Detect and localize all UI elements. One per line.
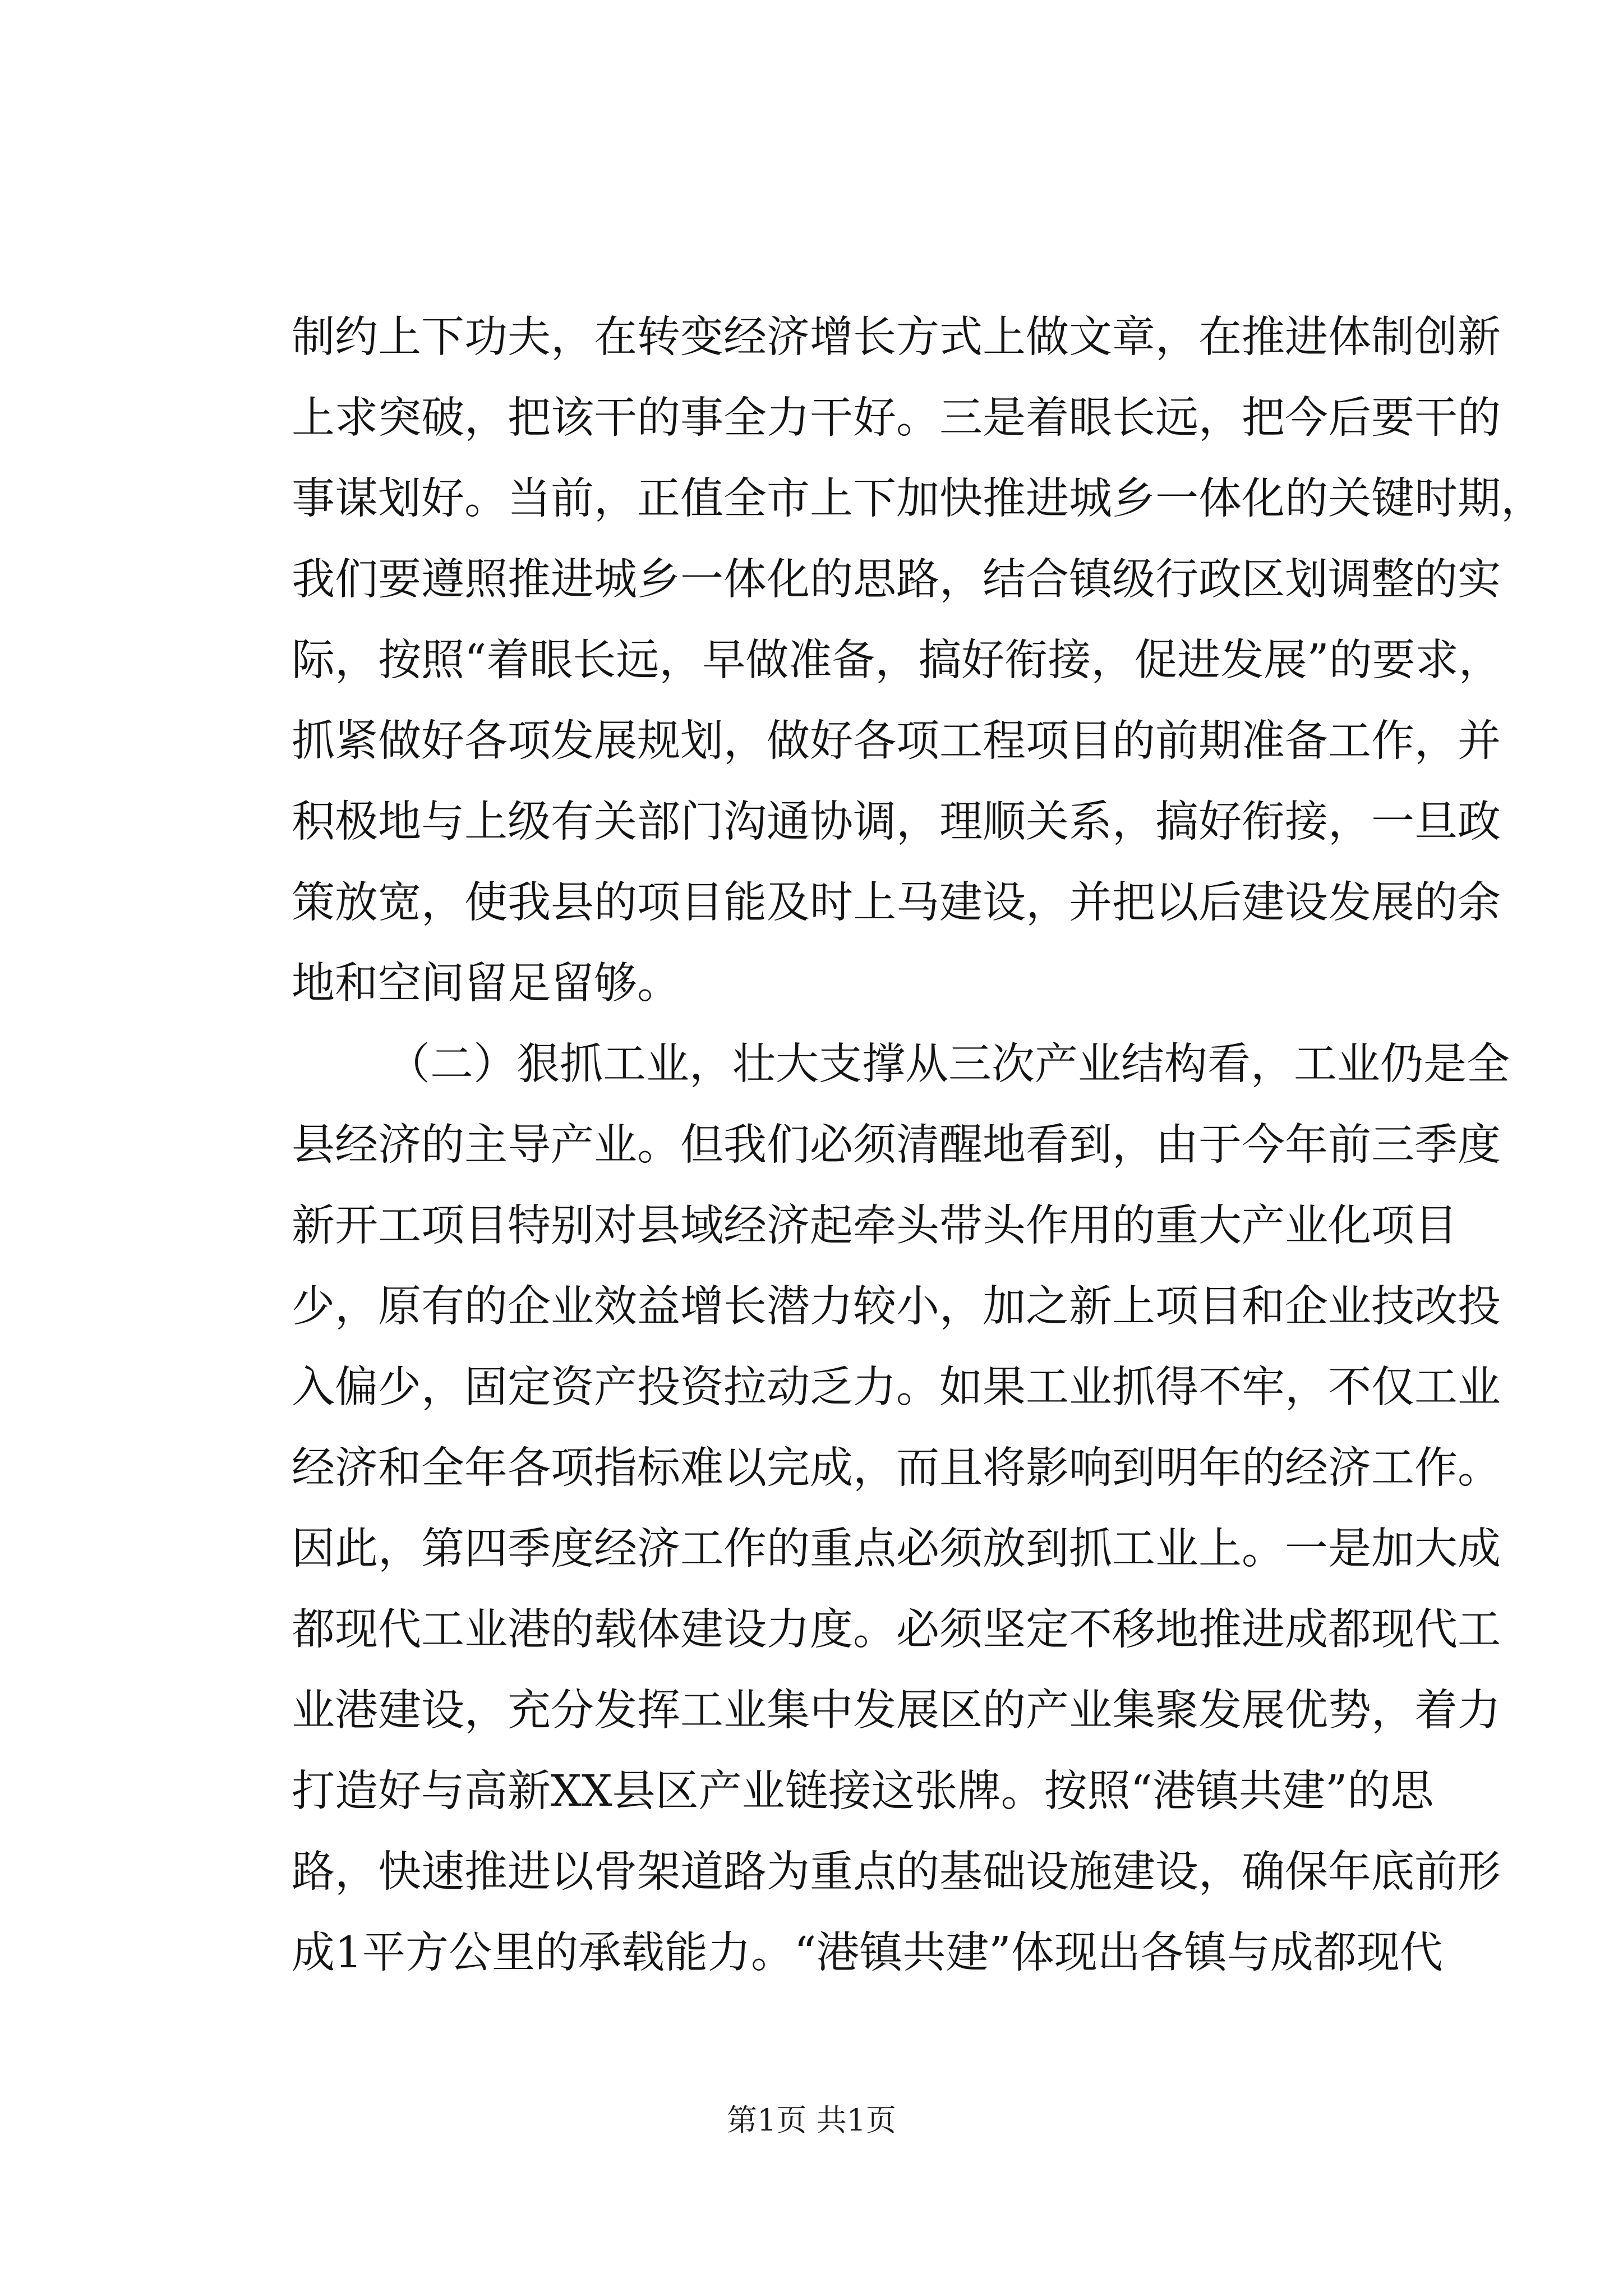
- document-body: [292, 297, 1544, 1994]
- text-line: 都现代工业港的载体建设力度。必须坚定不移地推进成都现代工: [292, 1605, 1501, 1655]
- text-line: 际，按照“着眼长远，早做准备，搞好衔接，促进发展”的要求，: [292, 636, 1502, 685]
- text-line: 因此，第四季度经济工作的重点必须放到抓工业上。一是加大成: [292, 1524, 1501, 1574]
- section-heading-line: （二）狠抓工业，壮大支撑从三次产业结构看，工业仍是全: [387, 1039, 1510, 1089]
- text-line: 抓紧做好各项发展规划，做好各项工程项目的前期准备工作，并: [292, 716, 1501, 766]
- text-line: 地和空间留足留够。: [292, 959, 680, 1009]
- text-line: 少，原有的企业效益增长潜力较小，加之新上项目和企业技改投: [292, 1282, 1501, 1332]
- text-line: 县经济的主导产业。但我们必须清醒地看到，由于今年前三季度: [292, 1120, 1501, 1170]
- text-line: 事谋划好。当前，正值全市上下加快推进城乡一体化的关键时期，: [292, 474, 1544, 524]
- text-line: 经济和全年各项指标难以完成，而且将影响到明年的经济工作。: [292, 1443, 1501, 1493]
- text-line: 成1平方公里的承载能力。“港镇共建”体现出各镇与成都现代: [292, 1928, 1443, 1978]
- text-line: 入偏少，固定资产投资拉动乏力。如果工业抓得不牢，不仅工业: [292, 1363, 1501, 1412]
- text-line: 积极地与上级有关部门沟通协调，理顺关系，搞好衔接，一旦政: [292, 797, 1501, 847]
- page-number-footer: 第1页 共1页: [727, 2102, 896, 2138]
- text-line: 路，快速推进以骨架道路为重点的基础设施建设，确保年底前形: [292, 1847, 1501, 1897]
- text-line: 打造好与高新XX县区产业链接这张牌。按照“港镇共建”的思: [292, 1766, 1434, 1816]
- text-line: 制约上下功夫，在转变经济增长方式上做文章，在推进体制创新: [292, 312, 1501, 362]
- text-line: 新开工项目特别对县域经济起牵头带头作用的重大产业化项目: [292, 1201, 1458, 1251]
- text-line: 上求突破，把该干的事全力干好。三是着眼长远，把今后要干的: [292, 393, 1501, 443]
- text-line: 策放宽，使我县的项目能及时上马建设，并把以后建设发展的余: [292, 878, 1501, 928]
- text-line: 业港建设，充分发挥工业集中发展区的产业集聚发展优势，着力: [292, 1686, 1501, 1736]
- text-line: 我们要遵照推进城乡一体化的思路，结合镇级行政区划调整的实: [292, 555, 1501, 605]
